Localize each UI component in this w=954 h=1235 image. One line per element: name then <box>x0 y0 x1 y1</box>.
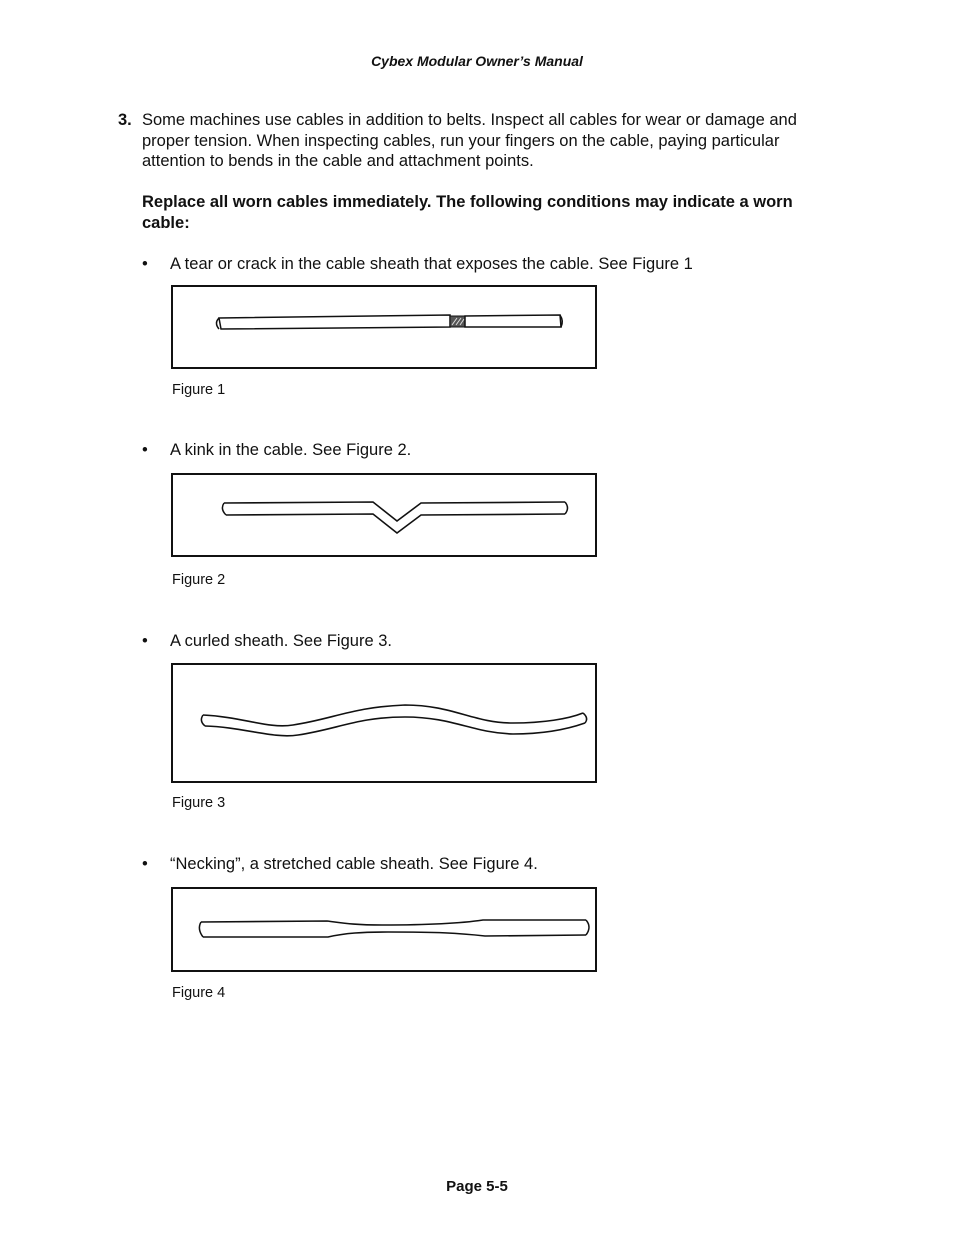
bullet-icon: • <box>142 855 148 873</box>
condition-text: A curled sheath. See Figure 3. <box>170 632 392 650</box>
bullet-icon: • <box>142 441 148 459</box>
figure-3-box <box>171 663 597 783</box>
figure-3-caption: Figure 3 <box>172 795 226 811</box>
condition-text: “Necking”, a stretched cable sheath. See Figure 4. <box>170 855 538 873</box>
condition-text: A tear or crack in the cable sheath that exposes the cable. See Figure 1 <box>170 255 693 273</box>
condition-text: A kink in the cable. See Figure 2. <box>170 441 412 459</box>
step-number: 3. <box>118 111 132 129</box>
warning-text: Replace all worn cables immediately. The following conditions may indicate a worn cable: <box>142 193 793 232</box>
page-number: Page 5-5 <box>446 1178 508 1195</box>
kinked-cable-illustration-icon <box>173 475 599 559</box>
torn-cable-illustration-icon <box>173 287 599 371</box>
running-header: Cybex Modular Owner’s Manual <box>371 53 583 69</box>
figure-2-caption: Figure 2 <box>172 572 226 588</box>
figure-4-caption: Figure 4 <box>172 985 226 1001</box>
step-text: Some machines use cables in addition to belts. Inspect all cables for wear or damage and proper tension. When inspecting cables, run your fingers on the cable, paying particular attention to bends in the cable and attachment points. <box>142 111 797 170</box>
bullet-icon: • <box>142 632 148 650</box>
figure-1-caption: Figure 1 <box>172 382 226 398</box>
figure-2-box <box>171 473 597 557</box>
bullet-icon: • <box>142 255 148 273</box>
figure-4-box <box>171 887 597 972</box>
figure-1-box <box>171 285 597 369</box>
curled-cable-illustration-icon <box>173 665 599 785</box>
necked-cable-illustration-icon <box>173 889 599 974</box>
